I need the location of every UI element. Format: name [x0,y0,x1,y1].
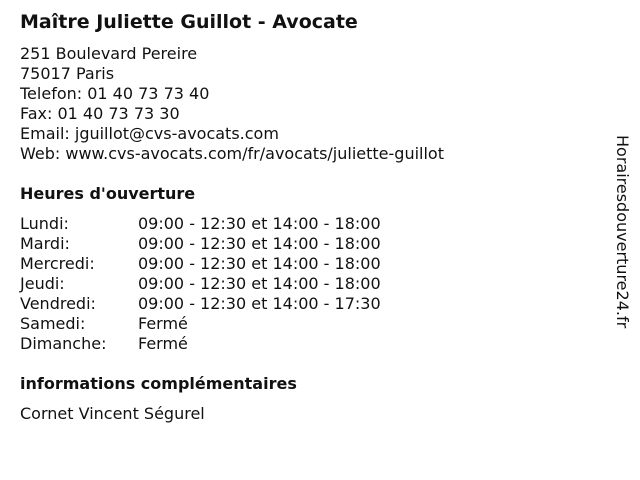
hours-day: Dimanche: [20,334,107,353]
hours-day: Jeudi: [20,274,65,293]
side-brand-watermark: Horairesdouverture24.fr [613,135,632,329]
hours-row [20,294,381,314]
contact-block [20,44,444,164]
web-text: Web: www.cvs-avocats.com/fr/avocats/juliette-guillot [20,144,444,163]
hours-row [20,234,381,254]
hours-day: Mercredi: [20,254,95,273]
hours-day: Mardi: [20,234,70,253]
extra-info-heading: informations complémentaires [20,374,297,393]
hours-time: 09:00 - 12:30 et 14:00 - 18:00 [138,274,381,293]
hours-day: Vendredi: [20,294,96,313]
hours-time: 09:00 - 12:30 et 14:00 - 18:00 [138,254,381,273]
hours-time: 09:00 - 12:30 et 14:00 - 18:00 [138,214,381,233]
email-text: Email: jguillot@cvs-avocats.com [20,124,279,143]
hours-time: 09:00 - 12:30 et 14:00 - 17:30 [138,294,381,313]
page-title: Maître Juliette Guillot - Avocate [20,11,358,33]
hours-day: Lundi: [20,214,69,233]
hours-row [20,274,381,294]
hours-day: Samedi: [20,314,86,333]
hours-row [20,254,381,274]
hours-row [20,214,381,234]
phone-text: Telefon: 01 40 73 73 40 [20,84,210,103]
extra-info-text: Cornet Vincent Ségurel [20,404,205,423]
hours-time: Fermé [138,314,188,333]
hours-time: Fermé [138,334,188,353]
fax-text: Fax: 01 40 73 73 30 [20,104,180,123]
hours-row [20,334,381,354]
hours-row [20,314,381,334]
address-street: 251 Boulevard Pereire [20,44,198,63]
address-city: 75017 Paris [20,64,115,83]
hours-heading: Heures d'ouverture [20,184,196,203]
hours-time: 09:00 - 12:30 et 14:00 - 18:00 [138,234,381,253]
hours-table [20,214,381,354]
